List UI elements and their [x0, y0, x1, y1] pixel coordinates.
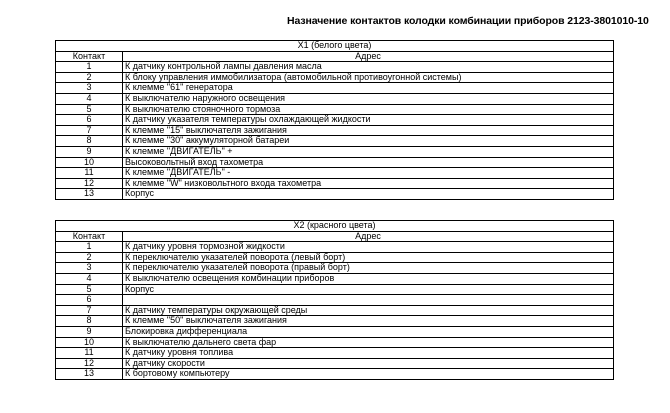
table-row — [56, 326, 614, 337]
contact-number: 4 — [56, 273, 123, 284]
contact-address: К датчику указателя температуры охлаждающей жидкости — [123, 115, 614, 126]
contact-address: К клемме "50" выключателя зажигания — [123, 316, 614, 327]
contact-number: 9 — [56, 326, 123, 337]
table-row — [56, 93, 614, 104]
contact-number: 4 — [56, 93, 123, 104]
table-row — [56, 242, 614, 253]
contact-address: К датчику уровня топлива — [123, 348, 614, 359]
table-row — [56, 104, 614, 115]
table-row — [56, 252, 614, 263]
contact-address: К выключателю освещения комбинации приборов — [123, 273, 614, 284]
contact-number: 3 — [56, 83, 123, 94]
contact-address: К клемме "30" аккумуляторной батареи — [123, 136, 614, 147]
contact-number: 5 — [56, 284, 123, 295]
contact-number: 13 — [56, 189, 123, 200]
table-row — [56, 125, 614, 136]
table-row — [56, 358, 614, 369]
contact-address: К датчику температуры окружающей среды — [123, 305, 614, 316]
table-row — [56, 273, 614, 284]
contact-number: 7 — [56, 125, 123, 136]
table-header-row — [56, 231, 614, 242]
contact-number: 10 — [56, 337, 123, 348]
table-caption: X2 (красного цвета) — [56, 221, 614, 232]
table-row — [56, 157, 614, 168]
contact-address: К датчику контрольной лампы давления масла — [123, 62, 614, 73]
contact-address: К датчику скорости — [123, 358, 614, 369]
contact-number: 7 — [56, 305, 123, 316]
connector-x1-table — [55, 40, 614, 200]
contact-number: 9 — [56, 146, 123, 157]
table-row — [56, 178, 614, 189]
contact-address: К блоку управления иммобилизатора (автомобильной противоугонной системы) — [123, 72, 614, 83]
contact-number: 6 — [56, 115, 123, 126]
table-row — [56, 115, 614, 126]
contact-number: 2 — [56, 252, 123, 263]
contact-address: К клемме "15" выключателя зажигания — [123, 125, 614, 136]
table-row — [56, 337, 614, 348]
contact-address: К переключателю указателей поворота (левый борт) — [123, 252, 614, 263]
contact-address: Корпус — [123, 284, 614, 295]
contact-number: 12 — [56, 178, 123, 189]
contact-address: К переключателю указателей поворота (правый борт) — [123, 263, 614, 274]
contact-address: К выключателю наружного освещения — [123, 93, 614, 104]
column-header-address: Адрес — [123, 51, 614, 62]
column-header-address: Адрес — [123, 231, 614, 242]
contact-address: К клемме "ДВИГАТЕЛЬ" + — [123, 146, 614, 157]
table-caption-row — [56, 221, 614, 232]
contact-address: Корпус — [123, 189, 614, 200]
contact-number: 8 — [56, 316, 123, 327]
contact-address: К выключателю стояночного тормоза — [123, 104, 614, 115]
contact-address: Блокировка дифференциала — [123, 326, 614, 337]
contact-number: 1 — [56, 62, 123, 73]
contact-number: 12 — [56, 358, 123, 369]
table-caption: X1 (белого цвета) — [56, 41, 614, 52]
table-row — [56, 146, 614, 157]
contact-address: К клемме "W" низковольтного входа тахометра — [123, 178, 614, 189]
contact-number: 11 — [56, 348, 123, 359]
contact-address: К клемме "61" генератора — [123, 83, 614, 94]
table-row — [56, 295, 614, 306]
contact-number: 2 — [56, 72, 123, 83]
contact-address: Высоковольтный вход тахометра — [123, 157, 614, 168]
contact-number: 10 — [56, 157, 123, 168]
table-caption-row — [56, 41, 614, 52]
table-header-row — [56, 51, 614, 62]
table-row — [56, 83, 614, 94]
contact-number: 11 — [56, 168, 123, 179]
contact-address — [123, 295, 614, 306]
table-row — [56, 263, 614, 274]
contact-number: 13 — [56, 369, 123, 380]
column-header-contact: Контакт — [56, 51, 123, 62]
column-header-contact: Контакт — [56, 231, 123, 242]
contact-number: 8 — [56, 136, 123, 147]
contact-address: К бортовому компьютеру — [123, 369, 614, 380]
table-row — [56, 369, 614, 380]
table-row — [56, 189, 614, 200]
table-row — [56, 316, 614, 327]
connector-x2-table — [55, 220, 614, 380]
contact-number: 5 — [56, 104, 123, 115]
page-title: Назначение контактов колодки комбинации приборов 2123-3801010-10 — [287, 15, 649, 27]
table-row — [56, 168, 614, 179]
table-row — [56, 348, 614, 359]
contact-address: К клемме "ДВИГАТЕЛЬ" - — [123, 168, 614, 179]
contact-number: 6 — [56, 295, 123, 306]
contact-address: К выключателю дальнего света фар — [123, 337, 614, 348]
contact-number: 3 — [56, 263, 123, 274]
table-row — [56, 284, 614, 295]
table-row — [56, 72, 614, 83]
contact-number: 1 — [56, 242, 123, 253]
table-row — [56, 136, 614, 147]
table-row — [56, 305, 614, 316]
contact-address: К датчику уровня тормозной жидкости — [123, 242, 614, 253]
table-row — [56, 62, 614, 73]
